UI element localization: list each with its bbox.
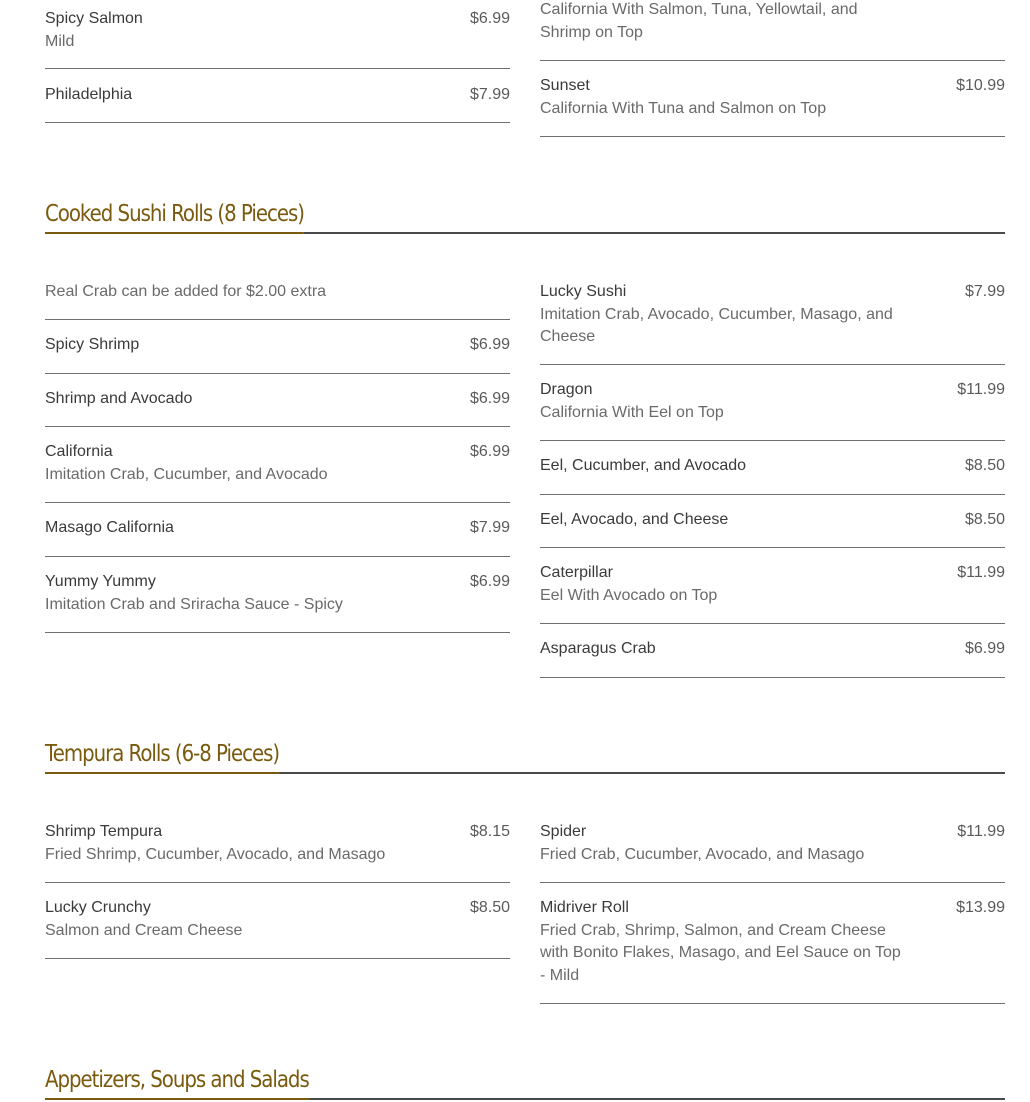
- item-name: Yummy Yummy: [45, 573, 156, 590]
- item-name: Midriver Roll: [540, 899, 629, 916]
- item-description: Fried Crab, Shrimp, Salmon, and Cream Cheese with Bonito Flakes, Masago, and Eel Sauce on Top - Mild: [540, 921, 901, 984]
- item-name: Masago California: [45, 519, 174, 536]
- menu-item-lucky-crunchy: [45, 897, 510, 959]
- item-name: Spider: [540, 823, 587, 840]
- menu-item-spider: [540, 821, 1005, 883]
- item-price: $6.99: [469, 573, 510, 590]
- item-description: California With Salmon, Tuna, Yellowtail, and Shrimp on Top: [540, 1, 858, 41]
- item-name: Dragon: [540, 381, 593, 398]
- item-name: Spicy Shrimp: [45, 336, 140, 353]
- item-price: $11.99: [957, 381, 1005, 398]
- note-text: Real Crab can be added for $2.00 extra: [45, 283, 327, 300]
- section-title: Appetizers, Soups and Salads: [45, 1062, 309, 1100]
- item-description: Imitation Crab, Avocado, Cucumber, Masago, and Cheese: [540, 305, 893, 346]
- item-description: Salmon and Cream Cheese: [45, 921, 243, 939]
- item-description: Fried Crab, Cucumber, Avocado, and Masago: [540, 845, 865, 863]
- item-description: California With Eel on Top: [540, 403, 724, 421]
- item-price: $11.99: [957, 823, 1005, 840]
- item-price: $8.15: [469, 823, 510, 840]
- item-description: Fried Shrimp, Cucumber, Avocado, and Masago: [45, 845, 386, 863]
- item-description: Imitation Crab and Sriracha Sauce - Spicy: [45, 595, 343, 613]
- menu-item-eel-cucumber-avocado: [540, 455, 1005, 495]
- item-price: $8.50: [469, 899, 510, 916]
- item-name: California: [45, 443, 113, 460]
- item-name: Eel, Cucumber, and Avocado: [540, 457, 747, 474]
- item-price: $13.99: [956, 899, 1005, 916]
- item-price: $6.99: [469, 336, 510, 353]
- section-heading-cooked: [45, 196, 1005, 234]
- item-price: $6.99: [964, 640, 1005, 657]
- menu-item-shrimp-and-avocado: [45, 388, 510, 427]
- menu-item-midriver-roll: [540, 897, 1005, 1004]
- item-name: Eel, Avocado, and Cheese: [540, 511, 729, 528]
- menu-item-philadelphia: [45, 84, 510, 123]
- menu-item-dragon: [540, 379, 1005, 441]
- item-price: $8.50: [964, 511, 1005, 528]
- item-price: $10.99: [956, 77, 1005, 94]
- item-name: Caterpillar: [540, 564, 613, 581]
- item-name: Lucky Crunchy: [45, 899, 151, 916]
- item-description: Imitation Crab, Cucumber, and Avocado: [45, 465, 328, 483]
- item-description: Mild: [45, 32, 75, 50]
- section-title: Tempura Rolls (6-8 Pieces): [45, 736, 279, 774]
- item-price: $6.99: [469, 10, 510, 27]
- item-name: Lucky Sushi: [540, 283, 627, 300]
- menu-item-masago-california: [45, 517, 510, 557]
- menu-item-spicy-shrimp: [45, 334, 510, 374]
- item-name: Shrimp Tempura: [45, 823, 163, 840]
- menu-item-shrimp-tempura: [45, 821, 510, 883]
- section-title: Cooked Sushi Rolls (8 Pieces): [45, 196, 304, 234]
- item-name: Shrimp and Avocado: [45, 390, 193, 407]
- item-name: Spicy Salmon: [45, 10, 143, 27]
- menu-item-continued: [540, 0, 1005, 61]
- item-price: $8.50: [964, 457, 1005, 474]
- item-price: $6.99: [469, 390, 510, 407]
- menu-item-california: [45, 441, 510, 503]
- item-price: $7.99: [469, 519, 510, 536]
- menu-item-yummy-yummy: [45, 571, 510, 633]
- menu-item-eel-avocado-cheese: [540, 509, 1005, 548]
- menu-item-caterpillar: [540, 562, 1005, 624]
- menu-item-sunset: [540, 75, 1005, 137]
- item-price: $6.99: [469, 443, 510, 460]
- item-description: California With Tuna and Salmon on Top: [540, 99, 827, 117]
- item-name: Asparagus Crab: [540, 640, 656, 657]
- item-description: Eel With Avocado on Top: [540, 586, 718, 604]
- section-note: [45, 281, 510, 320]
- section-heading-tempura: [45, 736, 1005, 774]
- item-price: $7.99: [964, 283, 1005, 300]
- section-heading-appetizers: [45, 1062, 1005, 1100]
- menu-item-asparagus-crab: [540, 638, 1005, 678]
- item-price: $11.99: [957, 564, 1005, 581]
- menu-item-lucky-sushi: [540, 281, 1005, 365]
- item-name: Philadelphia: [45, 86, 133, 103]
- item-price: $7.99: [469, 86, 510, 103]
- menu-item-spicy-salmon: [45, 8, 510, 69]
- item-name: Sunset: [540, 77, 590, 94]
